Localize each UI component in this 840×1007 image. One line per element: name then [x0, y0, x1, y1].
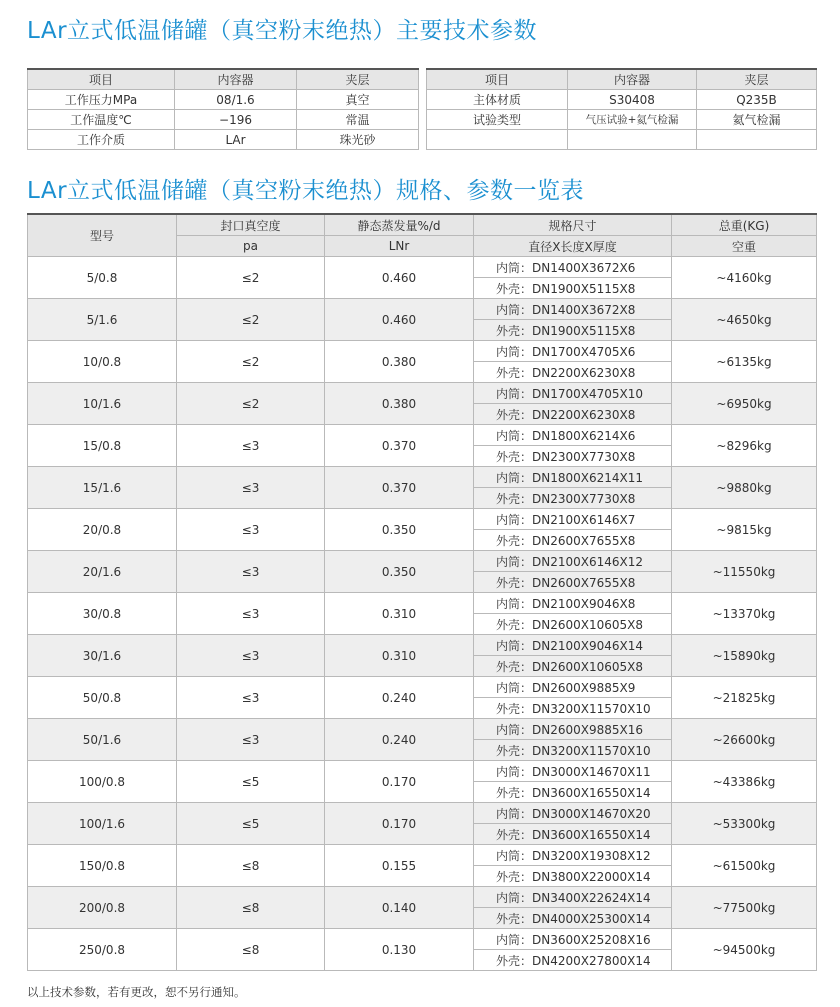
table-cell: Q235B [697, 90, 817, 110]
weight-cell: ~15890kg [672, 635, 817, 677]
evaporation-cell: 0.240 [325, 719, 474, 761]
outer-shell-cell: 外壳：DN2600X10605X8 [474, 656, 672, 677]
table-row [28, 257, 817, 278]
table-cell [568, 130, 697, 150]
vacuum-cell: ≤8 [177, 845, 325, 887]
inner-vessel-cell: 内筒：DN2600X9885X9 [474, 677, 672, 698]
model-cell: 5/1.6 [28, 299, 177, 341]
column-header: 内容器 [568, 69, 697, 90]
model-cell: 15/0.8 [28, 425, 177, 467]
table-row [28, 299, 817, 320]
main-params-title: LAr立式低温储罐（真空粉末绝热）主要技术参数 [27, 18, 538, 44]
column-header: 项目 [28, 69, 175, 90]
inner-vessel-cell: 内筒：DN3200X19308X12 [474, 845, 672, 866]
outer-shell-cell: 外壳：DN1900X5115X8 [474, 278, 672, 299]
weight-cell: ~9880kg [672, 467, 817, 509]
inner-vessel-cell: 内筒：DN1800X6214X11 [474, 467, 672, 488]
table-row [427, 90, 817, 110]
model-cell: 200/0.8 [28, 887, 177, 929]
weight-cell: ~4160kg [672, 257, 817, 299]
evaporation-cell: 0.155 [325, 845, 474, 887]
evaporation-cell: 0.370 [325, 425, 474, 467]
table-row [28, 719, 817, 740]
weight-cell: ~9815kg [672, 509, 817, 551]
outer-shell-cell: 外壳：DN3800X22000X14 [474, 866, 672, 887]
outer-shell-cell: 外壳：DN3200X11570X10 [474, 698, 672, 719]
evaporation-cell: 0.170 [325, 803, 474, 845]
header-vacuum-unit: pa [177, 236, 325, 257]
table-cell [697, 130, 817, 150]
vacuum-cell: ≤2 [177, 299, 325, 341]
table-row [28, 110, 419, 130]
model-cell: 250/0.8 [28, 929, 177, 971]
vacuum-cell: ≤2 [177, 383, 325, 425]
table-row [28, 845, 817, 866]
header-weight-unit: 空重 [672, 236, 817, 257]
header-weight: 总重(KG) [672, 214, 817, 236]
outer-shell-cell: 外壳：DN2300X7730X8 [474, 488, 672, 509]
model-cell: 20/0.8 [28, 509, 177, 551]
model-cell: 150/0.8 [28, 845, 177, 887]
table-row [28, 677, 817, 698]
table-row [28, 803, 817, 824]
evaporation-cell: 0.460 [325, 299, 474, 341]
outer-shell-cell: 外壳：DN2200X6230X8 [474, 404, 672, 425]
column-header: 夹层 [697, 69, 817, 90]
model-cell: 50/1.6 [28, 719, 177, 761]
evaporation-cell: 0.370 [325, 467, 474, 509]
outer-shell-cell: 外壳：DN4000X25300X14 [474, 908, 672, 929]
table-row [28, 593, 817, 614]
header-dimensions-unit: 直径X长度X厚度 [474, 236, 672, 257]
table-cell: −196 [175, 110, 297, 130]
table-cell: 工作压力MPa [28, 90, 175, 110]
header-evaporation-unit: LNr [325, 236, 474, 257]
inner-vessel-cell: 内筒：DN2100X6146X12 [474, 551, 672, 572]
model-cell: 15/1.6 [28, 467, 177, 509]
evaporation-cell: 0.460 [325, 257, 474, 299]
table-row [28, 551, 817, 572]
vacuum-cell: ≤3 [177, 677, 325, 719]
model-cell: 10/1.6 [28, 383, 177, 425]
table-cell: 氦气检漏 [697, 110, 817, 130]
table-row [28, 509, 817, 530]
evaporation-cell: 0.380 [325, 341, 474, 383]
tech-params-table-left [27, 68, 419, 150]
model-cell: 10/0.8 [28, 341, 177, 383]
evaporation-cell: 0.380 [325, 383, 474, 425]
weight-cell: ~53300kg [672, 803, 817, 845]
weight-cell: ~8296kg [672, 425, 817, 467]
inner-vessel-cell: 内筒：DN3400X22624X14 [474, 887, 672, 908]
model-cell: 50/0.8 [28, 677, 177, 719]
inner-vessel-cell: 内筒：DN1700X4705X10 [474, 383, 672, 404]
spec-list-title: LAr立式低温储罐（真空粉末绝热）规格、参数一览表 [27, 178, 585, 204]
model-cell: 20/1.6 [28, 551, 177, 593]
vacuum-cell: ≤2 [177, 257, 325, 299]
weight-cell: ~11550kg [672, 551, 817, 593]
inner-vessel-cell: 内筒：DN2600X9885X16 [474, 719, 672, 740]
vacuum-cell: ≤5 [177, 803, 325, 845]
outer-shell-cell: 外壳：DN3600X16550X14 [474, 824, 672, 845]
table-row [28, 467, 817, 488]
table-row [427, 130, 817, 150]
outer-shell-cell: 外壳：DN2600X7655X8 [474, 572, 672, 593]
header-evaporation: 静态蒸发量%/d [325, 214, 474, 236]
header-dimensions: 规格尺寸 [474, 214, 672, 236]
vacuum-cell: ≤3 [177, 425, 325, 467]
outer-shell-cell: 外壳：DN2600X7655X8 [474, 530, 672, 551]
model-cell: 30/0.8 [28, 593, 177, 635]
inner-vessel-cell: 内筒：DN3000X14670X20 [474, 803, 672, 824]
evaporation-cell: 0.350 [325, 509, 474, 551]
outer-shell-cell: 外壳：DN3200X11570X10 [474, 740, 672, 761]
evaporation-cell: 0.350 [325, 551, 474, 593]
header-row [427, 69, 817, 90]
weight-cell: ~6950kg [672, 383, 817, 425]
outer-shell-cell: 外壳：DN3600X16550X14 [474, 782, 672, 803]
table-row [28, 130, 419, 150]
table-cell: LAr [175, 130, 297, 150]
vacuum-cell: ≤3 [177, 509, 325, 551]
evaporation-cell: 0.140 [325, 887, 474, 929]
weight-cell: ~61500kg [672, 845, 817, 887]
weight-cell: ~4650kg [672, 299, 817, 341]
model-cell: 100/0.8 [28, 761, 177, 803]
table-row [28, 635, 817, 656]
header-vacuum: 封口真空度 [177, 214, 325, 236]
table-cell: 珠光砂 [297, 130, 419, 150]
footnote: 以上技术参数，若有更改，恕不另行通知。 [27, 985, 246, 999]
column-header: 内容器 [175, 69, 297, 90]
weight-cell: ~6135kg [672, 341, 817, 383]
evaporation-cell: 0.310 [325, 593, 474, 635]
column-header: 项目 [427, 69, 568, 90]
inner-vessel-cell: 内筒：DN2100X6146X7 [474, 509, 672, 530]
outer-shell-cell: 外壳：DN2200X6230X8 [474, 362, 672, 383]
evaporation-cell: 0.130 [325, 929, 474, 971]
table-cell: S30408 [568, 90, 697, 110]
model-cell: 5/0.8 [28, 257, 177, 299]
vacuum-cell: ≤5 [177, 761, 325, 803]
evaporation-cell: 0.240 [325, 677, 474, 719]
table-cell [427, 130, 568, 150]
model-cell: 100/1.6 [28, 803, 177, 845]
inner-vessel-cell: 内筒：DN2100X9046X14 [474, 635, 672, 656]
inner-vessel-cell: 内筒：DN1400X3672X8 [474, 299, 672, 320]
table-row [28, 341, 817, 362]
header-model: 型号 [28, 214, 177, 257]
vacuum-cell: ≤8 [177, 929, 325, 971]
table-row [28, 425, 817, 446]
vacuum-cell: ≤2 [177, 341, 325, 383]
table-row [28, 929, 817, 950]
vacuum-cell: ≤3 [177, 719, 325, 761]
outer-shell-cell: 外壳：DN1900X5115X8 [474, 320, 672, 341]
weight-cell: ~13370kg [672, 593, 817, 635]
inner-vessel-cell: 内筒：DN1700X4705X6 [474, 341, 672, 362]
outer-shell-cell: 外壳：DN2300X7730X8 [474, 446, 672, 467]
table-row [28, 383, 817, 404]
table-cell: 试验类型 [427, 110, 568, 130]
table-row [28, 761, 817, 782]
table-cell: 气压试验+氦气检漏 [568, 110, 697, 130]
table-cell: 主体材质 [427, 90, 568, 110]
evaporation-cell: 0.170 [325, 761, 474, 803]
weight-cell: ~77500kg [672, 887, 817, 929]
outer-shell-cell: 外壳：DN2600X10605X8 [474, 614, 672, 635]
vacuum-cell: ≤3 [177, 551, 325, 593]
model-cell: 30/1.6 [28, 635, 177, 677]
outer-shell-cell: 外壳：DN4200X27800X14 [474, 950, 672, 971]
vacuum-cell: ≤3 [177, 635, 325, 677]
weight-cell: ~21825kg [672, 677, 817, 719]
weight-cell: ~43386kg [672, 761, 817, 803]
vacuum-cell: ≤3 [177, 593, 325, 635]
inner-vessel-cell: 内筒：DN2100X9046X8 [474, 593, 672, 614]
inner-vessel-cell: 内筒：DN3000X14670X11 [474, 761, 672, 782]
vacuum-cell: ≤3 [177, 467, 325, 509]
table-row [28, 90, 419, 110]
inner-vessel-cell: 内筒：DN1400X3672X6 [474, 257, 672, 278]
weight-cell: ~94500kg [672, 929, 817, 971]
tech-params-table-right [426, 68, 817, 150]
header-row [28, 69, 419, 90]
evaporation-cell: 0.310 [325, 635, 474, 677]
inner-vessel-cell: 内筒：DN1800X6214X6 [474, 425, 672, 446]
table-cell: 常温 [297, 110, 419, 130]
table-row [28, 887, 817, 908]
spec-table [27, 213, 817, 971]
inner-vessel-cell: 内筒：DN3600X25208X16 [474, 929, 672, 950]
table-cell: 真空 [297, 90, 419, 110]
table-cell: 工作介质 [28, 130, 175, 150]
column-header: 夹层 [297, 69, 419, 90]
table-cell: 08/1.6 [175, 90, 297, 110]
table-cell: 工作温度℃ [28, 110, 175, 130]
weight-cell: ~26600kg [672, 719, 817, 761]
vacuum-cell: ≤8 [177, 887, 325, 929]
table-row [427, 110, 817, 130]
